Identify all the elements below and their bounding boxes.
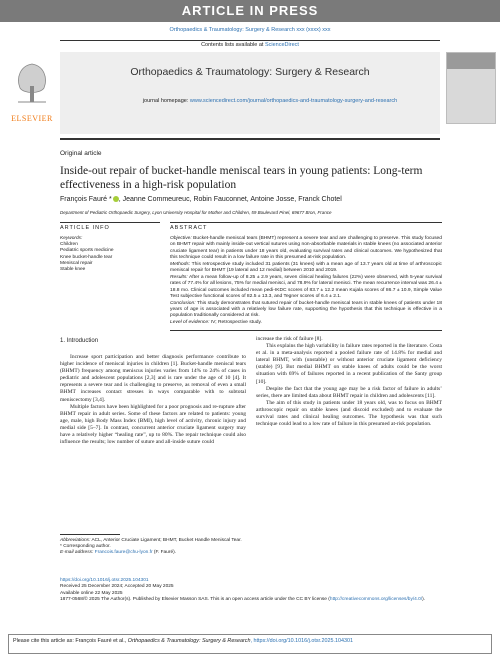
journal-cover-thumbnail <box>446 52 496 124</box>
abstract-results: Results: After a mean follow-up of 8.25 ± 2.9 years, seven clinical healing failures (22%) were observed, with 5-year survival rates of 77.4% for all lesions, 75% for medial menisci, and 78.9% for lateral menisci. The mean recurrence interval was 26.4 ± 18.8 mo. Clinical outcomes included mean pedi-IKDC scores of 83.7 ± 12.2 mean Kujala scores of 86.7 ± 10.9, Simple Value Test subjective functional scores of 82.5 ± 13.3, and Tegner scores of 6.4 ± 2.1. <box>170 274 442 300</box>
body-paragraph: The aim of this study in patients under 18 years old, was to focus on BHMT arthroscopic repair on stable knees (and discoid excluded) and to evaluate the survival rates and clinical healing outcomes. The hypothesis was that such technique could lead to a low rate of failure in this presumed at-risk population. <box>256 399 442 428</box>
article-info-heading: ARTICLE INFO <box>60 225 110 231</box>
abstract-level: Level of evidence: IV; Retrospective study. <box>170 319 262 325</box>
journal-header <box>11 42 440 134</box>
keywords-block <box>60 236 160 273</box>
header-box <box>60 52 440 134</box>
keyword: Stable knee <box>60 267 86 273</box>
email-link[interactable]: Francois.faure@chu-lyon.fr <box>93 550 153 556</box>
license-link[interactable]: http://creativecommons.org/licenses/by/4.0/ <box>329 596 423 602</box>
body-paragraph: Increase sport participation and better diagnosis performance contribute to higher incidence of meniscal injuries in children [1]. Bucket-handle meniscal tears (BHMT) frequency among meniscus injuries varies from 14% to 24% of cases in pediatric and adolescent populations [2,3] and is rare under the age of 10 [4]. It represents a severe tear and is challenging to preserve, as removal of even a small BHMT increases contact stresses in ways comparable with to subtotal meniscectomy [3,4]. <box>60 354 246 403</box>
citation-doi-link[interactable]: , https://doi.org/10.1016/j.otsr.2025.104301 <box>250 638 353 644</box>
author[interactable]: Robin Fauconnet <box>193 196 247 203</box>
orcid-icon[interactable] <box>113 196 119 202</box>
corresponding-author-note: * Corresponding author. <box>60 544 111 550</box>
body-paragraph: Despite the fact that the young age may be a risk factor of failure in adults’ series, there are limited data about BHMT repair in children and adolescents [11]. <box>256 385 442 399</box>
author[interactable]: Antoine Josse <box>250 196 295 203</box>
abstract-bottom-rule <box>170 330 442 331</box>
footnote-rule <box>60 534 120 535</box>
license-statement: 1877-0568/© 2025 The Author(s). Published by Elsevier Masson SAS. This is an open access article under the CC BY license (http://creativecommons.org/licenses/by/4.0/). <box>60 596 426 602</box>
abstract-rule <box>170 222 442 223</box>
citation-box: Please cite this article as: François Fauré et al., Orthopaedics & Traumatology: Surgery & Research, https://doi.org/10.1016/j.otsr.2025.104301 <box>8 634 492 654</box>
keywords-heading: Keywords: <box>60 236 83 241</box>
abstract-heading: ABSTRACT <box>170 225 208 231</box>
article-type: Original article <box>60 150 102 157</box>
author[interactable]: François Fauré * <box>60 196 112 203</box>
cover-stripe <box>447 53 495 69</box>
body-paragraph: Multiple factors have been highlighted for a poor prognosis and re-rupture after BHMT repair in adult series. Some of these factors are related to patients: young age, male, high Body Mass Index (BMI), high level of activity, chronic injury and medial side [5–7]. In contrast, concurrent anterior cruciate ligament surgery may have a relatively higher “healing rate”, up to 80%. The repair technique could also influence the results; low number of suture and all-inside suture could <box>60 403 246 446</box>
affiliation: Department of Pediatric Orthopaedic Surgery, Lyon University Hospital for Mother and Children, 59 Boulevard Pinel, 69677 Bron, France <box>60 210 332 215</box>
sciencedirect-link[interactable]: ScienceDirect <box>264 42 299 48</box>
body-paragraph: This explains the high variability in failure rates reported in the literature. Costa et al. in a meta-analysis reported a pooled failure rate of 14.8% for medial and lateral BHMT, with (unstable) or without anterior cruciate ligament deficiency (stable) [9]. But medial BHMT on stable knees of adults could be the worst situation with 69% of failures reported in a recent publication of the Santy group [10]. <box>256 343 442 385</box>
abstract-body <box>170 236 442 326</box>
body-column-right <box>256 336 442 428</box>
author[interactable]: Jeanne Commeureuc <box>122 196 190 203</box>
elsevier-tree-icon <box>12 58 52 106</box>
received-dates: Received 25 December 2024; Accepted 20 May 2025 <box>60 584 174 590</box>
publication-info <box>60 578 442 603</box>
keyword: Knee bucket-handle tear <box>60 254 113 260</box>
article-title: Inside-out repair of bucket-handle meniscal tears in young patients: Long-term effectiveness in a high-risk population <box>60 165 423 191</box>
body-paragraph: increase the risk of failure [8]. <box>256 336 323 342</box>
keyword: Meniscal repair <box>60 260 93 266</box>
doi-link[interactable]: https://doi.org/10.1016/j.otsr.2025.104301 <box>60 578 149 583</box>
article-info-rule <box>60 222 160 223</box>
body-column-left <box>60 354 246 446</box>
author[interactable]: Franck Chotel <box>298 196 342 203</box>
header-bottom-rule <box>60 138 440 140</box>
abstract-conclusion: Conclusion: This study demonstrates that sutured repair of bucket-handle meniscal tears in stable knees of patients under 18 years of age is associated with a relatively low failure rate, supporting the hypothesis that this technique is effective in a population traditionally considered at risk. <box>170 300 442 319</box>
contents-line: Contents lists available at ScienceDirect <box>201 42 299 48</box>
footnotes <box>60 538 260 557</box>
available-online: Available online 22 May 2025 <box>60 590 123 596</box>
abbreviations-footnote: Abbreviations: ACL, Anterior Cruciate Ligament; BHMT, Bucket Handle Meniscal Tear. <box>60 538 242 543</box>
abstract-objective: Objective: Bucket-handle meniscal tears (BHMT) represent a severe tear and are challenging to preserve. This study focused on BHMT repair with mainly inside-out vertical sutures using non-absorbable materials in stable knees (no associated anterior cruciate ligament tear) in patients under 18 years old, evaluating survival rates and clinical outcomes. We hypothesized that this technique could result in a low failure rate in this presumed at-risk population. <box>170 236 442 261</box>
journal-title: Orthopaedics & Traumatology: Surgery & Research <box>130 66 370 78</box>
keyword: Children <box>60 242 78 248</box>
elsevier-wordmark: ELSEVIER <box>11 114 53 123</box>
top-rule <box>60 40 440 41</box>
keyword: Pediatric sports medicine <box>60 248 114 254</box>
journal-reference[interactable]: Orthopaedics & Traumatology: Surgery & Research xxx (xxxx) xxx <box>169 27 331 33</box>
abstract-methods: Methods: This retrospective study included 31 patients (31 knees) with a mean age of 13.7 years old at time of arthroscopic meniscal repair for BHMT (19 lateral and 12 medial) between 2010 and 2019. <box>170 261 442 274</box>
author-list: François Fauré * , Jeanne Commeureuc, Robin Fauconnet, Antoine Josse, Franck Chotel <box>60 196 342 203</box>
section-heading: 1. Introduction <box>60 338 99 344</box>
homepage-link[interactable]: www.sciencedirect.com/journal/orthopaedics-and-traumatology-surgery-and-research <box>189 98 398 104</box>
email-footnote: E-mail address: Francois.faure@chu-lyon.fr (F. Fauré). <box>60 550 177 556</box>
elsevier-logo[interactable] <box>8 52 56 134</box>
article-in-press-banner: ARTICLE IN PRESS <box>0 0 500 22</box>
journal-homepage: journal homepage: www.sciencedirect.com/journal/orthopaedics-and-traumatology-surgery-and-research <box>142 98 398 104</box>
